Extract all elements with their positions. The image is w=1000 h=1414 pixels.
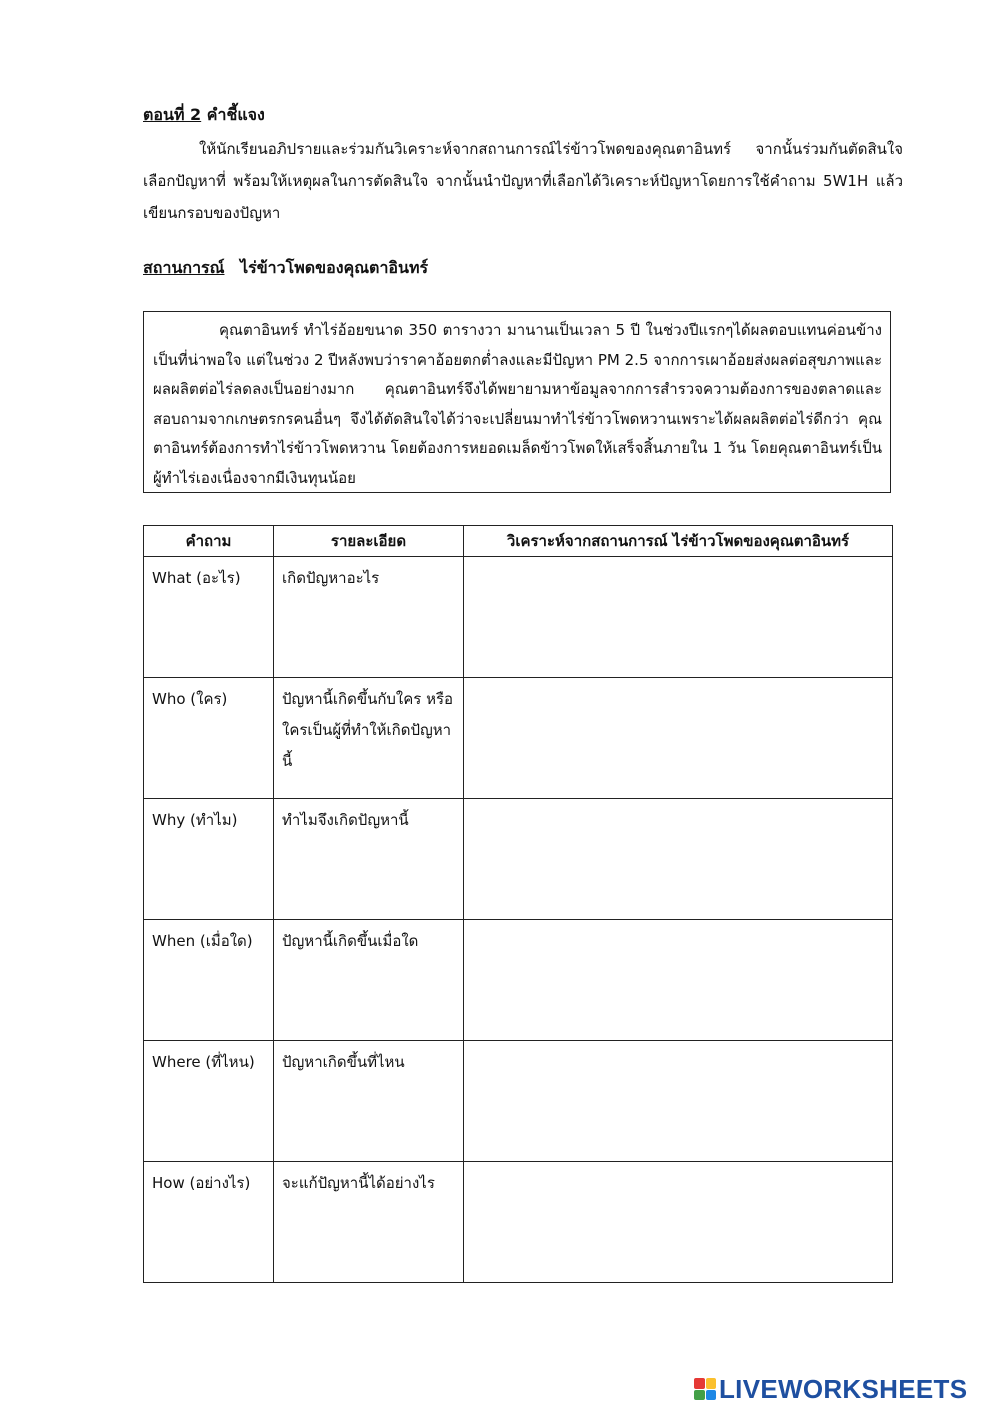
liveworksheets-logo — [694, 1374, 967, 1404]
detail-cell: ทำไมจึงเกิดปัญหานี้ — [274, 799, 464, 920]
question-cell: Who (ใคร) — [144, 678, 274, 799]
logo-square — [706, 1390, 717, 1401]
part-label: ตอนที่ 2 — [143, 105, 202, 124]
question-cell: Why (ทำไม) — [144, 799, 274, 920]
scenario-title: ไร่ข้าวโพดของคุณตาอินทร์ — [240, 258, 429, 277]
answer-input-when[interactable] — [464, 920, 893, 1041]
question-cell: What (อะไร) — [144, 557, 274, 678]
part-heading — [143, 103, 265, 128]
scenario-label: สถานการณ์ — [143, 258, 225, 277]
table-row-what — [144, 557, 893, 678]
scenario-text: คุณตาอินทร์ ทำไร่อ้อยขนาด 350 ตารางวา มานานเป็นเวลา 5 ปี ในช่วงปีแรกๆได้ผลตอบแทนค่อนข้างเป็นที่น่าพอใจ แต่ในช่วง 2 ปีหลังพบว่าราคาอ้อยตกต่ำลงและมีปัญหา PM 2.5 จากการเผาอ้อยส่งผลต่อสุขภาพและผลผลิตต่อไร่ลดลงเป็นอย่างมาก คุณตาอินทร์จึงได้พยายามหาข้อมูลจากการสำรวจความต้องการของตลาดและสอบถามจากเกษตรกรคนอื่นๆ จึงได้ตัดสินใจได้ว่าจะเปลี่ยนมาทำไร่ข้าวโพดหวานเพราะได้ผลผลิตต่อไร่ดีกว่า คุณตาอินทร์ต้องการทำไร่ข้าวโพดหวาน โดยต้องการหยอดเมล็ดข้าวโพดให้เสร็จสิ้นภายใน 1 วัน โดยคุณตาอินทร์เป็นผู้ทำไร่เองเนื่องจากมีเงินทุนน้อย — [153, 321, 882, 487]
table-row-how — [144, 1162, 893, 1283]
question-cell: Where (ที่ไหน) — [144, 1041, 274, 1162]
scenario-heading — [143, 256, 428, 281]
answer-input-why[interactable] — [464, 799, 893, 920]
detail-cell: เกิดปัญหาอะไร — [274, 557, 464, 678]
detail-cell: ปัญหานี้เกิดขึ้นเมื่อใด — [274, 920, 464, 1041]
header-analysis: วิเคราะห์จากสถานการณ์ ไร่ข้าวโพดของคุณตาอินทร์ — [464, 526, 893, 557]
table-row-when — [144, 920, 893, 1041]
logo-text: LIVEWORKSHEETS — [719, 1373, 968, 1404]
answer-input-who[interactable] — [464, 678, 893, 799]
logo-square — [694, 1390, 705, 1401]
scenario-box — [143, 311, 891, 493]
logo-square — [694, 1378, 705, 1389]
analysis-table — [143, 525, 893, 1283]
answer-input-what[interactable] — [464, 557, 893, 678]
instructions-paragraph — [143, 133, 903, 229]
header-question: คำถาม — [144, 526, 274, 557]
table-header-row — [144, 526, 893, 557]
detail-cell: ปัญหานี้เกิดขึ้นกับใคร หรือใครเป็นผู้ที่ทำให้เกิดปัญหานี้ — [274, 678, 464, 799]
header-detail: รายละเอียด — [274, 526, 464, 557]
answer-input-where[interactable] — [464, 1041, 893, 1162]
table-row-where — [144, 1041, 893, 1162]
part-title: คำชี้แจง — [206, 105, 265, 124]
question-cell: When (เมื่อใด) — [144, 920, 274, 1041]
detail-cell: จะแก้ปัญหานี้ได้อย่างไร — [274, 1162, 464, 1283]
instructions-text: ให้นักเรียนอภิปรายและร่วมกันวิเคราะห์จากสถานการณ์ไร่ข้าวโพดของคุณตาอินทร์ จากนั้นร่วมกันตัดสินใจเลือกปัญหาที่ พร้อมให้เหตุผลในการตัดสินใจ จากนั้นนำปัญหาที่เลือกได้วิเคราะห์ปัญหาโดยการใช้คำถาม 5W1H แล้วเขียนกรอบของปัญหา — [143, 140, 903, 222]
question-cell: How (อย่างไร) — [144, 1162, 274, 1283]
detail-cell: ปัญหาเกิดขึ้นที่ไหน — [274, 1041, 464, 1162]
logo-grid-icon — [694, 1378, 716, 1400]
table-row-who — [144, 678, 893, 799]
table-row-why — [144, 799, 893, 920]
logo-square — [706, 1378, 717, 1389]
answer-input-how[interactable] — [464, 1162, 893, 1283]
